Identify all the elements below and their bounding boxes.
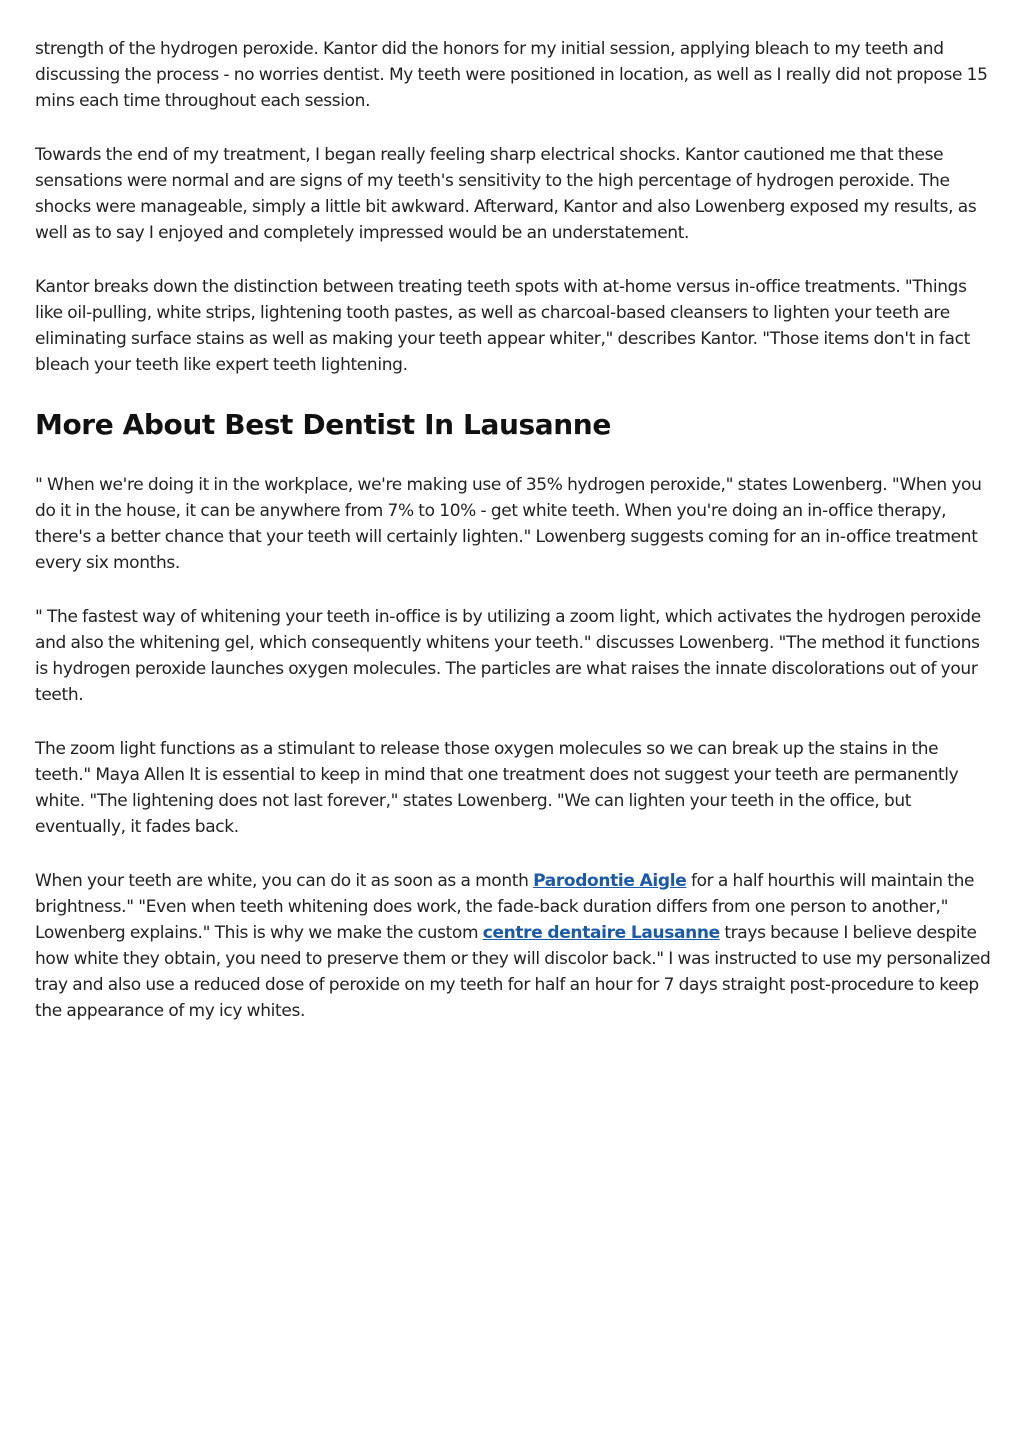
paragraph-treatment-shocks: Towards the end of my treatment, I began really feeling sharp electrical shocks. Kantor cautioned me that these sensations were normal and are signs of my teeth's sensitivity to the high percentage of hydrogen peroxide. The shocks were manageable, simply a little bit awkward. Afterward, Kantor and also Lowenberg exposed my results, as well as to say I enjoyed and completely impressed would be an understatement.	[35, 145, 977, 243]
custom-trays-text-1: When your teeth are white, you can do it as soon as a month	[35, 871, 534, 891]
custom-trays-text-2: for a half hourthis will maintain the brightness." "Even when teeth whitening does work, the fade-back duration differs from one person to another," Lowenberg explains." This is why we make the custom	[35, 871, 975, 943]
paragraph-workplace-peroxide: " When we're doing it in the workplace, we're making use of 35% hydrogen peroxide," states Lowenberg. "When you do it in the house, it can be anywhere from 7% to 10% - get white teeth. When you're doing an in-office therapy, there's a better chance that your teeth will certainly lighten." Lowenberg suggests coming for an in-office treatment every six months.	[35, 475, 982, 573]
paragraph-peroxide-session: strength of the hydrogen peroxide. Kantor did the honors for my initial session, applying bleach to my teeth and discussing the process - no worries dentist. My teeth were positioned in location, as well as I really did not propose 15 mins each time throughout each session.	[35, 39, 988, 111]
paragraph-at-home-vs-office: Kantor breaks down the distinction between treating teeth spots with at-home versus in-office treatments. "Things like oil-pulling, white strips, lightening tooth pastes, as well as charcoal-based cleansers to lighten your teeth are eliminating surface stains as well as making your teeth appear whiter," describes Kantor. "Those items don't in fact bleach your teeth like expert teeth lightening.	[35, 277, 970, 375]
section-heading: More About Best Dentist In Lausanne	[35, 408, 611, 441]
paragraph-custom-trays	[35, 868, 995, 1024]
link-centre-dentaire-lausanne[interactable]: centre dentaire Lausanne	[482, 923, 720, 943]
article-body	[35, 36, 995, 1052]
paragraph-lightening-fades: The zoom light functions as a stimulant to release those oxygen molecules so we can break up the stains in the teeth." Maya Allen It is essential to keep in mind that one treatment does not suggest your teeth are permanently white. "The lightening does not last forever," states Lowenberg. "We can lighten your teeth in the office, but eventually, it fades back.	[35, 739, 959, 837]
paragraph-zoom-light: " The fastest way of whitening your teeth in-office is by utilizing a zoom light, which activates the hydrogen peroxide and also the whitening gel, which consequently whitens your teeth." discusses Lowenberg. "The method it functions is hydrogen peroxide launches oxygen molecules. The particles are what raises the innate discolorations out of your teeth.	[35, 607, 981, 705]
link-parodontie-aigle[interactable]: Parodontie Aigle	[533, 871, 687, 891]
custom-trays-text-3: trays because I believe despite how white they obtain, you need to preserve them or they will discolor back." I was instructed to use my personalized tray and also use a reduced dose of peroxide on my teeth for half an hour for 7 days straight post-procedure to keep the appearance of my icy whites.	[35, 923, 991, 1021]
